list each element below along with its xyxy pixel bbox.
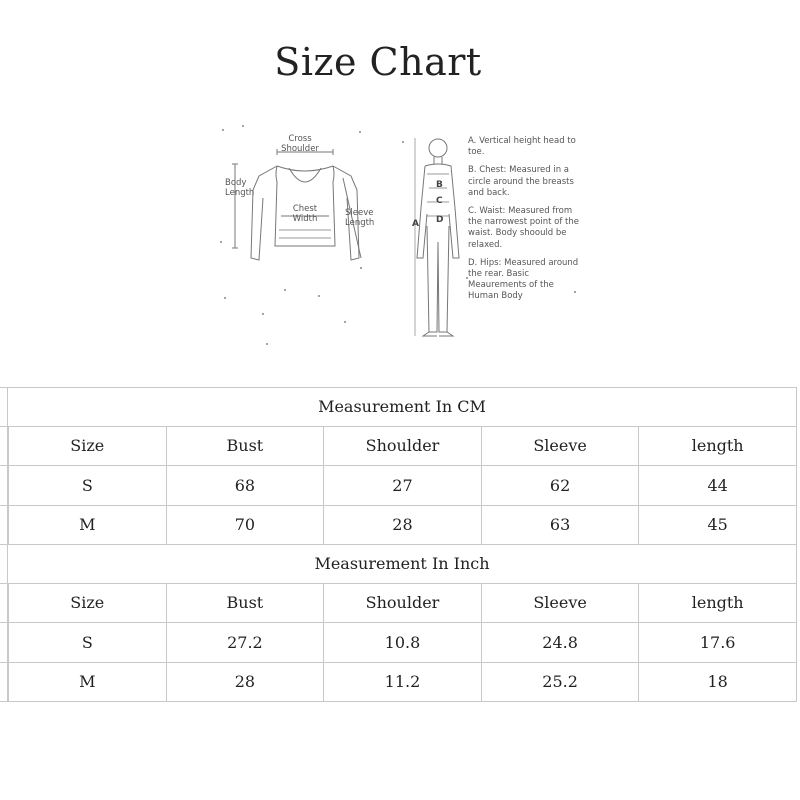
body-letter-d: D (436, 215, 444, 225)
table-row (0, 506, 797, 546)
header-cell: Bust (166, 584, 324, 623)
table-cell: S (8, 466, 166, 505)
table-cell: 24.8 (481, 623, 639, 662)
table-cell: 28 (166, 663, 324, 702)
header-cell: Bust (166, 427, 324, 466)
note-c: C. Waist: Measured from the narrowest point of the waist. Body shoould be relaxed. (468, 206, 579, 250)
table-cell: 68 (166, 466, 324, 505)
header-cell: Sleeve (481, 427, 639, 466)
table-cell: 25.2 (481, 663, 639, 702)
table-cell: 63 (481, 506, 639, 545)
cross-shoulder-label: Cross Shoulder (281, 134, 319, 154)
inch-header-row (0, 584, 797, 624)
page-title: Size Chart (274, 40, 482, 84)
table-cell: M (8, 663, 166, 702)
table-cell: 62 (481, 466, 639, 505)
header-cell: length (638, 584, 796, 623)
cm-header-row (0, 427, 797, 467)
note-b: B. Chest: Measured in a circle around the breasts and back. (468, 165, 574, 198)
note-d: D. Hips: Measured around the rear. Basic Meaurements of the Human Body (468, 257, 579, 302)
inch-heading-row (0, 545, 797, 584)
note-a: A. Vertical height head to toe. (468, 136, 576, 158)
header-cell: Size (8, 584, 166, 623)
header-cell: Shoulder (323, 584, 481, 623)
body-length-label: Body Length (225, 178, 255, 198)
table-cell: 27 (323, 466, 481, 505)
table-cell: S (8, 623, 166, 662)
table-cell: 45 (638, 506, 796, 545)
table-cell: 18 (638, 663, 796, 702)
table-cell: 10.8 (323, 623, 481, 662)
header-cell: Shoulder (323, 427, 481, 466)
table-cell: 17.6 (638, 623, 796, 662)
table-row (0, 663, 797, 703)
body-letter-c: C (436, 196, 443, 206)
sleeve-length-label: Sleeve Length (345, 208, 375, 228)
table-cell: 44 (638, 466, 796, 505)
measurement-notes (468, 136, 580, 310)
cm-heading-row (0, 388, 797, 427)
size-table (0, 387, 797, 702)
table-cell: 27.2 (166, 623, 324, 662)
table-row (0, 623, 797, 663)
header-cell: Sleeve (481, 584, 639, 623)
table-cell: M (8, 506, 166, 545)
header-cell: Size (8, 427, 166, 466)
table-row (0, 466, 797, 506)
table-cell: 70 (166, 506, 324, 545)
cm-heading: Measurement In CM (318, 397, 486, 417)
table-cell: 28 (323, 506, 481, 545)
table-cell: 11.2 (323, 663, 481, 702)
body-letter-a: A (412, 219, 419, 229)
header-cell: length (638, 427, 796, 466)
body-letter-b: B (436, 180, 443, 190)
inch-heading: Measurement In Inch (314, 554, 490, 574)
measurement-diagram (215, 118, 585, 350)
chest-width-label: Chest Width (292, 204, 318, 224)
